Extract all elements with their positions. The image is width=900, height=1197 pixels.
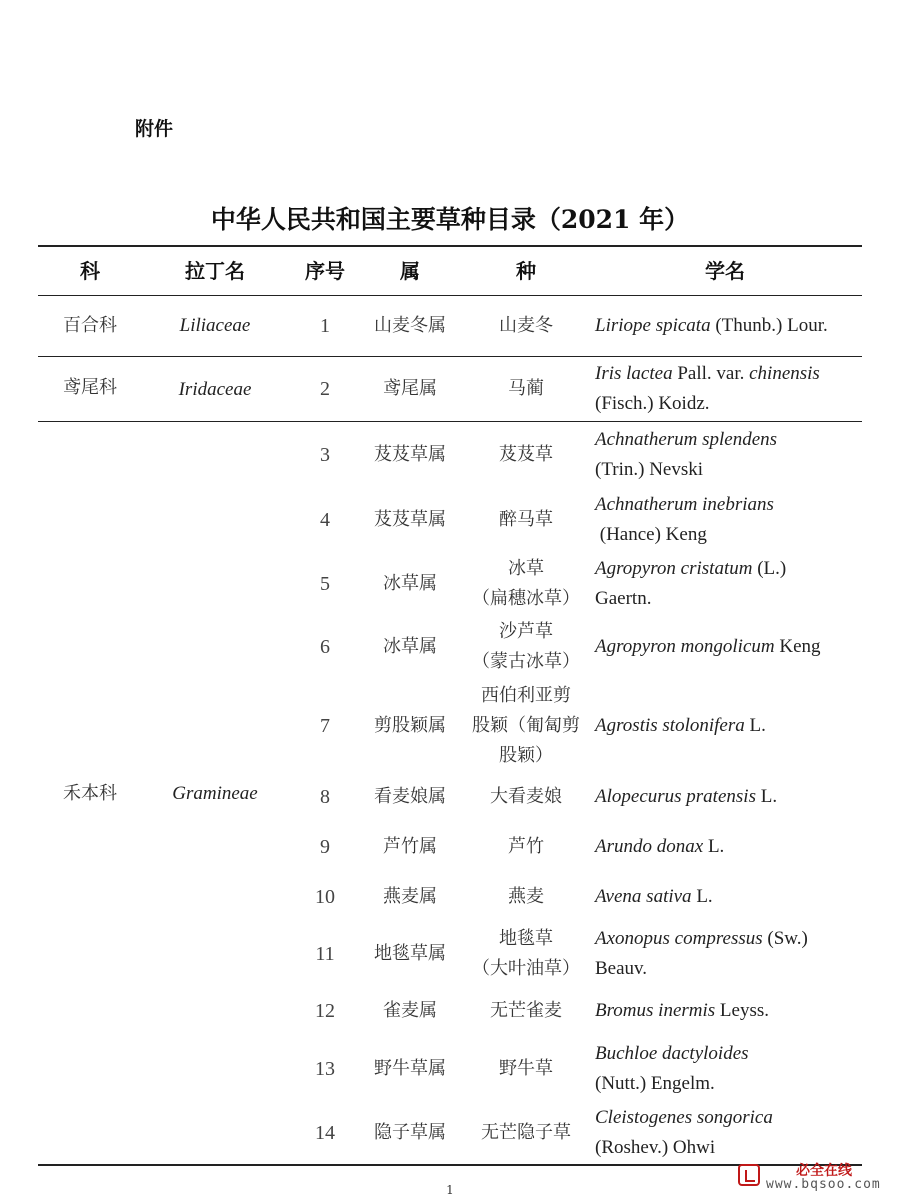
scientific-binomial: Avena sativa: [595, 886, 692, 907]
serial-number: 2: [320, 378, 330, 400]
scientific-author: L.: [691, 886, 713, 907]
scientific-author: Keng: [774, 636, 821, 657]
serial-number: 3: [320, 444, 330, 466]
scientific-binomial: Buchloe dactyloides: [595, 1043, 749, 1064]
scientific-binomial: Iris lactea: [595, 363, 673, 384]
watermark-url: www.bqsoo.com: [766, 1177, 881, 1192]
species-name: [470, 1102, 582, 1164]
scientific-binomial: Achnatherum inebrians: [595, 494, 774, 515]
genus-name: 地毯草属: [374, 943, 446, 964]
scientific-name: [595, 310, 863, 342]
species-name: [470, 681, 582, 771]
scientific-name: [595, 617, 863, 677]
species-name: [470, 881, 582, 913]
header-scientific-name: 学名: [705, 259, 745, 283]
header-bottom-rule: [38, 295, 862, 296]
genus-name: 芨芨草属: [374, 509, 446, 530]
genus-name: 看麦娘属: [374, 786, 446, 807]
species-name: [470, 490, 582, 550]
header-latin-name: 拉丁名: [185, 259, 245, 283]
page-number: 1: [446, 1183, 454, 1197]
document-title: 中华人民共和国主要草种目录（2021 年）: [210, 205, 690, 234]
scientific-binomial: Agropyron mongolicum: [595, 636, 775, 657]
scientific-name: [595, 924, 863, 984]
table-top-rule: [38, 245, 862, 247]
species-text: 燕麦: [508, 886, 544, 907]
species-text: 醉马草: [499, 509, 553, 530]
scientific-name: [595, 360, 863, 418]
species-text: 无芒隐子草: [481, 1122, 571, 1143]
genus-name: 芦竹属: [383, 836, 437, 857]
attachment-label: 附件: [135, 118, 174, 140]
scientific-name: [595, 881, 863, 913]
serial-number: 10: [315, 886, 335, 908]
family-latin-name: Liliaceae: [179, 315, 251, 336]
scientific-author: Pall. var.: [672, 363, 750, 384]
scientific-author: (Hance) Keng: [595, 524, 707, 545]
scientific-name: [595, 1038, 863, 1100]
family-name: 百合科: [63, 315, 117, 336]
scientific-name: [595, 995, 863, 1027]
serial-number: 13: [315, 1058, 335, 1080]
serial-number: 12: [315, 1000, 335, 1022]
scientific-name: [595, 681, 863, 771]
scientific-author: Beauv.: [595, 958, 648, 979]
scientific-name: [595, 1102, 863, 1164]
watermark: [738, 1160, 898, 1194]
species-name: [470, 1038, 582, 1100]
species-text: 地毯草 （大叶油草）: [472, 928, 580, 979]
scientific-author: Leyss.: [715, 1000, 769, 1021]
species-text: 芨芨草: [499, 444, 553, 465]
species-name: [470, 310, 582, 342]
scientific-variety: chinensis: [749, 363, 820, 384]
scientific-name: [595, 425, 863, 485]
header-serial-number: 序号: [305, 259, 345, 283]
species-name: [470, 360, 582, 418]
scientific-author: (Roshev.) Ohwi: [595, 1137, 716, 1158]
header-family: 科: [80, 259, 100, 283]
genus-name: 燕麦属: [383, 886, 437, 907]
species-text: 无芒雀麦: [490, 1000, 562, 1021]
family-divider-rule: [38, 421, 862, 422]
serial-number: 1: [320, 315, 330, 337]
scientific-binomial: Agrostis stolonifera: [595, 715, 745, 736]
scientific-author: Gaertn.: [595, 588, 652, 609]
species-text: 沙芦草 （蒙古冰草）: [472, 621, 580, 672]
scientific-binomial: Achnatherum splendens: [595, 429, 778, 450]
scientific-name: [595, 781, 863, 813]
scientific-author: (Trin.) Nevski: [595, 459, 704, 480]
species-name: [470, 995, 582, 1027]
scientific-binomial: Agropyron cristatum: [595, 558, 753, 579]
serial-number: 4: [320, 509, 330, 531]
scientific-name: [595, 490, 863, 550]
scientific-binomial: Axonopus compressus: [595, 928, 763, 949]
species-text: 西伯利亚剪 股颖（匍匐剪 股颖）: [472, 685, 580, 766]
genus-name: 冰草属: [383, 636, 437, 657]
serial-number: 8: [320, 786, 330, 808]
scientific-binomial: Liriope spicata: [595, 315, 711, 336]
serial-number: 9: [320, 836, 330, 858]
family-divider-rule: [38, 356, 862, 357]
species-name: [470, 553, 582, 615]
serial-number: 7: [320, 715, 330, 737]
genus-name: 野牛草属: [374, 1058, 446, 1079]
species-name: [470, 831, 582, 863]
serial-number: 11: [315, 943, 335, 965]
scientific-binomial: Bromus inermis: [595, 1000, 716, 1021]
genus-name: 剪股颖属: [374, 715, 446, 736]
species-name: [470, 781, 582, 813]
scientific-author: (Fisch.) Koidz.: [595, 393, 710, 414]
watermark-text: 必全在线: [796, 1163, 852, 1179]
genus-name: 冰草属: [383, 573, 437, 594]
species-text: 野牛草: [499, 1058, 553, 1079]
genus-name: 鸢尾属: [383, 378, 437, 399]
genus-name: 雀麦属: [383, 1000, 437, 1021]
species-name: [470, 425, 582, 485]
family-name: 禾本科: [63, 783, 117, 804]
header-species: 种: [516, 259, 536, 283]
scientific-author: (Thunb.) Lour.: [710, 315, 828, 336]
family-latin-name: Gramineae: [172, 783, 258, 804]
species-text: 大看麦娘: [490, 786, 562, 807]
species-text: 山麦冬: [499, 315, 553, 336]
serial-number: 5: [320, 573, 330, 595]
scientific-author: (Sw.): [762, 928, 808, 949]
scientific-author: (L.): [752, 558, 787, 579]
genus-name: 隐子草属: [374, 1122, 446, 1143]
genus-name: 芨芨草属: [374, 444, 446, 465]
species-name: [470, 924, 582, 984]
family-latin-name: Iridaceae: [178, 379, 252, 400]
watermark-logo-icon: [738, 1164, 760, 1186]
species-name: [470, 617, 582, 677]
scientific-author: L.: [755, 786, 778, 807]
scientific-author: L.: [703, 836, 725, 857]
scientific-binomial: Cleistogenes songorica: [595, 1107, 773, 1128]
species-text: 芦竹: [508, 836, 544, 857]
species-text: 冰草 （扁穗冰草）: [472, 558, 580, 609]
scientific-author: L.: [744, 715, 766, 736]
serial-number: 14: [315, 1122, 335, 1144]
family-name: 鸢尾科: [63, 377, 117, 398]
header-genus: 属: [400, 259, 420, 283]
scientific-author: (Nutt.) Engelm.: [595, 1073, 715, 1094]
scientific-binomial: Alopecurus pratensis: [595, 786, 756, 807]
scientific-name: [595, 831, 863, 863]
serial-number: 6: [320, 636, 330, 658]
scientific-binomial: Arundo donax: [595, 836, 704, 857]
genus-name: 山麦冬属: [374, 315, 446, 336]
species-text: 马蔺: [508, 378, 544, 399]
scientific-name: [595, 553, 863, 615]
